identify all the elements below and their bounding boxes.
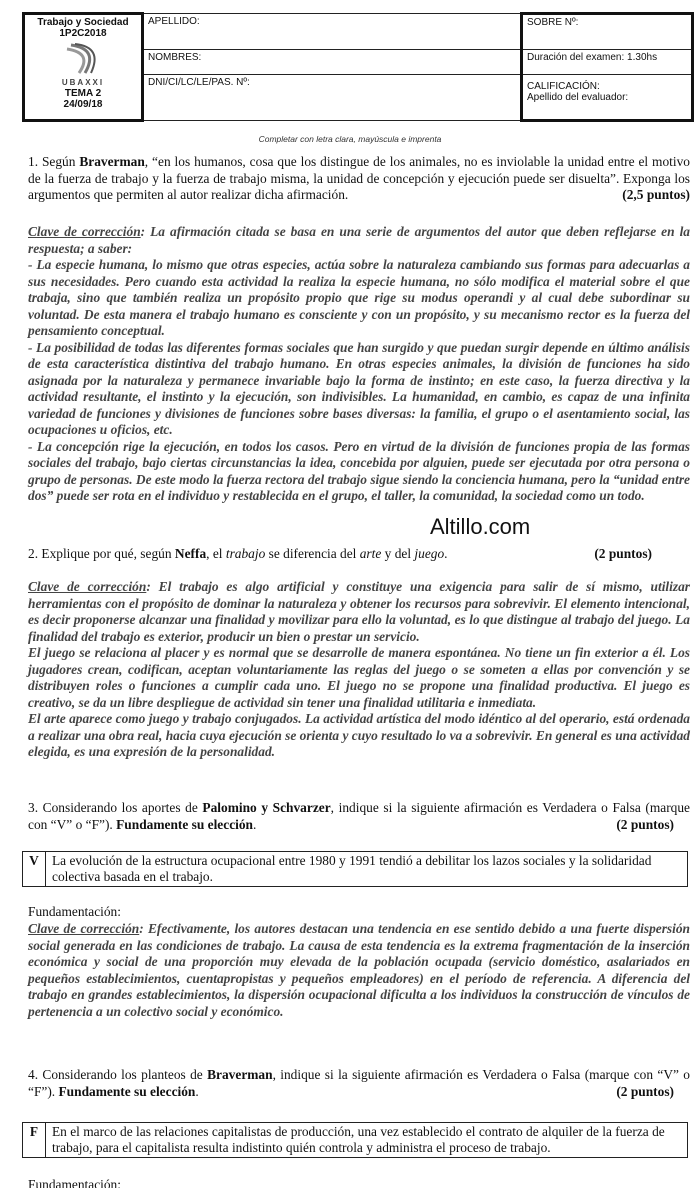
question-3: 3. Considerando los aportes de Palomino y Schvarzer, indique si la siguiente afirmación es Verdadera o Falsa (marque con “V” o “F”). Fundamente su elección. (2 puntos) [28, 800, 690, 832]
answer-key-1: Clave de corrección: La afirmación citada se basa en una serie de argumentos del autor que deben reflejarse en la respuesta; a saber: - La especie humana, lo mismo que otras especies, actúa sobre la naturaleza cambiando sus formas para adecuarlas a sus necesidades. Pero cuando esta actividad la realiza la especie humana, no sólo modifica el material sobre el que trabaja, sino que también realiza un propósito propio que rige su modus operandi y al cual debe subordinar su voluntad. De esta manera el trabajo humano es consciente y con un propósito, y su mecanismo rector es la fuerza del pensamiento conceptual. - La posibilidad de todas las diferentes formas sociales que han surgido y que puedan surgir depende en último análisis de esta característica distintiva del trabajo humano. En otras especies animales, la división de funciones ha sido asignada por la naturaleza y permanece invariable bajo la forma de instinto; en este caso, la fuerza directiva y la actividad resultante, el instinto y la ejecución, son indivisibles. La humanidad, en cambio, es capaz de una infinita variedad de funciones y divisiones de funciones sobre bases diversas: la familia, el grupo o el asentamiento social, las ocupaciones u oficios, etc. - La concepción rige la ejecución, en todos los casos. Pero en virtud de la división de funciones propia de las formas sociales del trabajo, bajo ciertas circunstancias la idea, concebida por alguien, puede ser ejecutada por otra persona o grupo de personas. De este modo la fuerza rectora del trabajo sigue siendo la conciencia humana, pero la “unidad entre dos” puede ser rota en el individuo y restablecida en el grupo, el taller, la comunidad, la sociedad como un todo. [28, 224, 690, 503]
fundamentacion-label: Fundamentación: [28, 904, 121, 919]
answer-mark[interactable]: F [23, 1123, 46, 1157]
exam-date: 24/09/18 [63, 99, 103, 110]
answer-key-3: Clave de corrección: Efectivamente, los autores destacan una tendencia en ese sentido debido a una fuerte dispersión social generada en las condiciones de trabajo. La causa de esta tendencia es la extrema fragmentación de la inserción económica y social de una proporción muy elevada de la población ocupada (servicio doméstico, asalariados en pequeños establecimientos, cuentapropistas y pequeños empleadores) en el período de referencia. A diferencia del trabajo en grandes establecimientos, la dispersión ocupacional dificulta a los individuos la construcción de vínculos de pertenencia a un colectivo social y económico. [28, 921, 690, 1019]
fundamentacion-label: Fundamentación: [28, 1177, 121, 1188]
nombres-field[interactable]: NOMBRES: [143, 50, 522, 75]
apellido-field[interactable]: APELLIDO: [143, 14, 522, 50]
ubaxxi-logo-icon [63, 43, 103, 75]
calificacion-cell [522, 75, 693, 121]
evaluador-label: Apellido del evaluador: [527, 92, 629, 103]
sobre-field: SOBRE Nº: [522, 14, 693, 50]
calificacion-label: CALIFICACIÓN: [527, 81, 600, 92]
question-2: 2. Explique por qué, según Neffa, el trabajo se diferencia del arte y del juego. (2 puntos) [28, 546, 652, 561]
statement-box-3 [22, 851, 688, 887]
statement-box-4 [22, 1122, 688, 1158]
question-4: 4. Considerando los planteos de Braverman, indique si la siguiente afirmación es Verdadera o Falsa (marque con “V” o “F”). Fundamente su elección. (2 puntos) [28, 1067, 690, 1099]
watermark: Altillo.com [430, 514, 531, 539]
points: (2,5 puntos) [622, 187, 690, 202]
logo-text: UBAXXI [61, 78, 105, 87]
instruction: Completar con letra clara, mayúscula e imprenta [258, 134, 442, 144]
dni-field[interactable]: DNI/CI/LC/LE/PAS. Nº: [143, 75, 522, 121]
course-cell [24, 14, 143, 121]
statement: En el marco de las relaciones capitalistas de producción, una vez establecido el contrato de alquiler de la fuerza de trabajo, para el capitalista resulta indistinto quién controla y administra el proceso de trabajo. [52, 1124, 665, 1155]
course-code: 1P2C2018 [59, 28, 107, 39]
question-1: 1. Según Braverman, “en los humanos, cosa que los distingue de los animales, no es inviolable la unidad entre el motivo de la fuerza de trabajo y la fuerza de trabajo misma, la unidad de concepción y ejecución puede ser disuelta”. Exponga los argumentos que permiten al autor realizar dicha afirmación. (2,5 puntos) [28, 154, 690, 202]
course-name: Trabajo y Sociedad [37, 17, 129, 28]
answer-key-2: Clave de corrección: El trabajo es algo artificial y constituye una exigencia para salir de sí mismo, utilizar herramientas con el propósito de dominar la naturaleza y obtener los recursos para sobrevivir. El elemento intencional, es decir proponerse alcanzar una finalidad y movilizar para ello la voluntad, es lo que distingue al trabajo del juego. La finalidad del trabajo es exterior, producir un bien o prestar un servicio. El juego se relaciona al placer y es normal que se desarrolle de manera espontánea. No tiene un fin exterior a él. Los jugadores crean, codifican, aceptan voluntariamente las reglas del juego o se someten a ellas por convención y se distribuyen roles o funciones a cumplir cada uno. El juego no se propone una finalidad productiva. El juego es creativo, se da un libre despliegue de actividad sin tener una finalidad utilitaria e inmediata. El arte aparece como juego y trabajo conjugados. La actividad artística del modo idéntico al del operario, está ordenada a realizar una obra real, hacia cuya ejecución se orienta y cuyo resultado lo va a sobrevivir. En general es una actividad elegida, es una expresión de la personalidad. [28, 579, 690, 759]
answer-mark[interactable]: V [23, 852, 46, 886]
duracion: Duración del examen: 1.30hs [522, 50, 693, 75]
tema: TEMA 2 [64, 88, 102, 99]
statement: La evolución de la estructura ocupacional entre 1980 y 1991 tendió a debilitar los lazos sociales y la solidaridad colectiva basada en el trabajo. [52, 853, 652, 884]
header-table [22, 12, 694, 122]
